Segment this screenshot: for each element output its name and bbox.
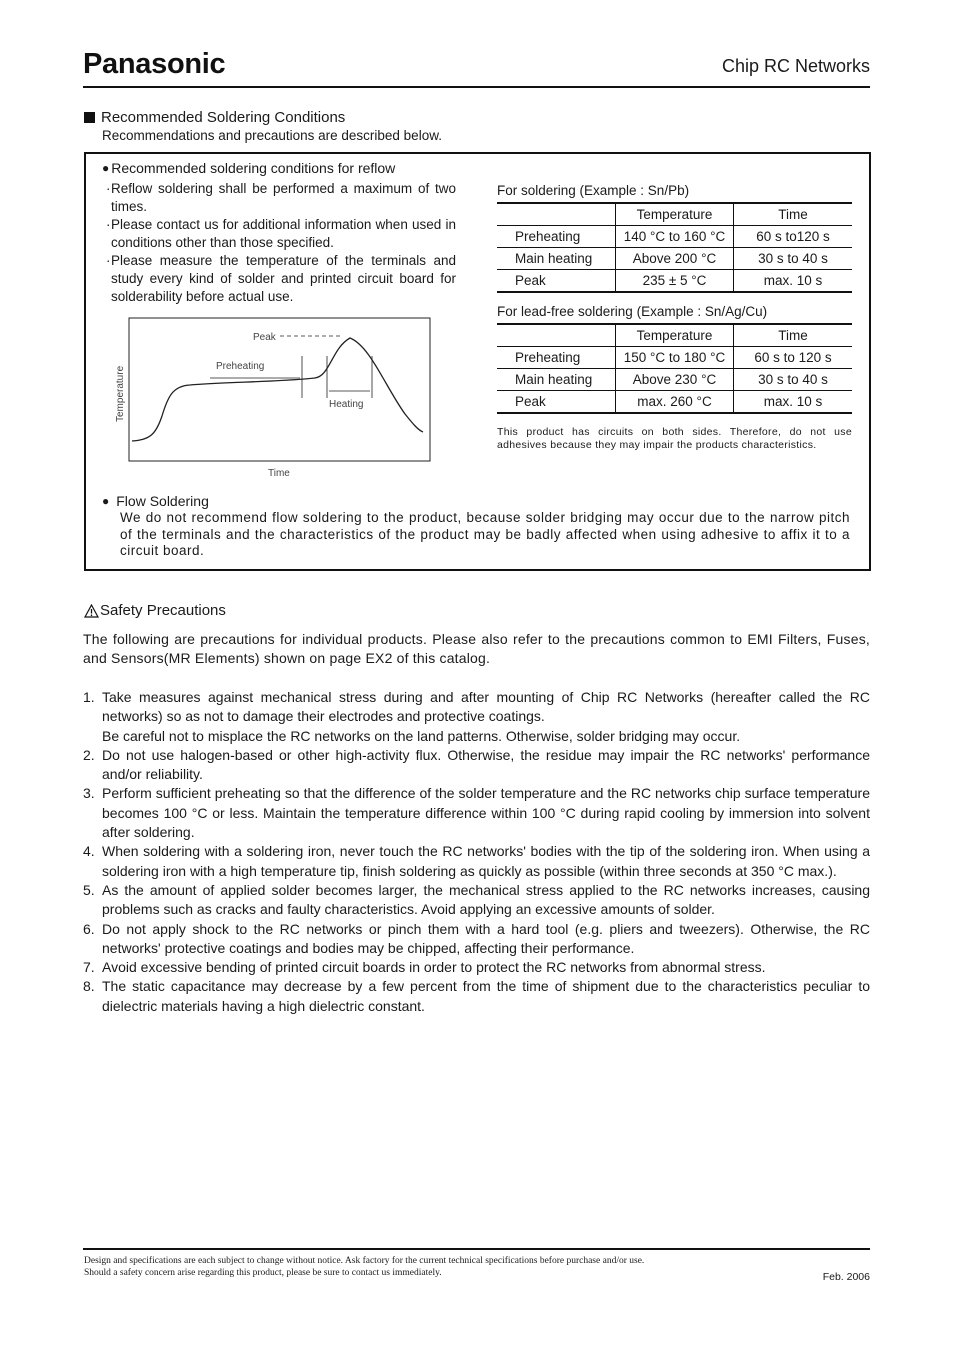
preheating-label: Preheating bbox=[216, 361, 265, 372]
table-header-row bbox=[497, 203, 852, 226]
publication-date: Feb. 2006 bbox=[822, 1271, 870, 1283]
safety-intro: The following are precautions for individual products. Please also refer to the precautions common to EMI Filters, Fuses, and Sensors(MR Elements) shown on page EX2 of this catalog. bbox=[83, 631, 870, 666]
table-row: Peak 235 ± 5 °C max. 10 s bbox=[497, 270, 852, 293]
peak-label: Peak bbox=[253, 332, 276, 343]
reflow-note: · Reflow soldering shall be performed a maximum of two times. bbox=[106, 181, 456, 214]
footer-rule bbox=[83, 1248, 870, 1250]
brand-logo: Panasonic bbox=[83, 48, 226, 80]
profile-curve bbox=[132, 338, 423, 441]
list-item: 3. Perform sufficient preheating so that the difference of the solder temperature and the RC networks chip surface temperature becomes 100 °C or less. Maintain the temperature difference within 100 °C during rapid cooling by immersion into solvent after soldering. bbox=[83, 785, 870, 841]
snpb-table-caption: For soldering (Example : Sn/Pb) bbox=[497, 183, 690, 198]
warning-triangle-icon bbox=[84, 604, 99, 618]
safety-heading-text: Safety Precautions bbox=[100, 602, 226, 619]
flow-heading bbox=[102, 493, 209, 509]
flow-body: We do not recommend flow soldering to the product, because solder bridging may occur due to the narrow pitch of the terminals and the characteristics of the product may be badly affected when using adhesive to affix it to a circuit board. bbox=[120, 510, 850, 558]
table-row: Peak max. 260 °C max. 10 s bbox=[497, 391, 852, 414]
square-bullet-icon bbox=[84, 112, 95, 123]
safety-heading bbox=[84, 602, 226, 619]
list-item: 6. Do not apply shock to the RC networks or pinch them with a hard tool (e.g. pliers and tweezers). Otherwise, the RC networks' protective coatings and bodies may be chipped, affecting their performance. bbox=[83, 920, 870, 956]
flow-heading-text: Flow Soldering bbox=[116, 493, 209, 509]
list-item: 1. Take measures against mechanical stress during and after mounting of Chip RC Networks (hereafter called the RC networks) so as not to damage their electrodes and protective coatings. Be careful not to misplace the RC networks on the land patterns. Otherwise, solder bridging may occur. bbox=[83, 689, 870, 744]
temperature-axis-label: Temperature bbox=[115, 365, 126, 422]
time-axis-label: Time bbox=[268, 468, 290, 479]
table-row: Main heating Above 200 °C 30 s to 40 s bbox=[497, 248, 852, 270]
reflow-note: · Please contact us for additional information when used in conditions other than those specified. bbox=[106, 217, 456, 250]
column-header: Time bbox=[734, 324, 853, 347]
table-row: Preheating 150 °C to 180 °C 60 s to 120 s bbox=[497, 347, 852, 369]
document-title: Chip RC Networks bbox=[721, 56, 870, 76]
footer-disclaimer: Design and specifications are each subject to change without notice. Ask factory for the current technical specifications before purchase and/or use. Should a safety concern arise regarding this product, please be sure to contact us immediately. bbox=[84, 1256, 645, 1278]
list-item: 5. As the amount of applied solder becomes larger, the mechanical stress applied to the RC networks increases, causing problems such as cracks and faulty characteristics. Avoid applying an excessive amounts of solder. bbox=[83, 881, 870, 918]
snpb-table bbox=[497, 202, 852, 293]
profile-frame bbox=[129, 318, 430, 461]
list-item: 4. When soldering with a soldering iron, never touch the RC networks' bodies with the tip of the soldering iron. When using a soldering iron with a high temperature tip, finish soldering as quickly as possible (within three seconds at 350 °C max.). bbox=[83, 843, 870, 879]
soldering-heading-text: Recommended Soldering Conditions bbox=[101, 109, 346, 126]
heating-label: Heating bbox=[329, 399, 364, 410]
soldering-heading bbox=[84, 109, 345, 126]
table-row: Main heating Above 230 °C 30 s to 40 s bbox=[497, 369, 852, 391]
column-header: Time bbox=[734, 203, 853, 226]
reflow-note: · Please measure the temperature of the terminals and study every kind of solder and printed circuit board for solderability before actual use. bbox=[106, 253, 456, 304]
table-row: Preheating 140 °C to 160 °C 60 s to120 s bbox=[497, 226, 852, 248]
filled-circle-icon: ● bbox=[102, 161, 110, 175]
column-header: Temperature bbox=[616, 203, 734, 226]
adhesive-note: This product has circuits on both sides. Therefore, do not use adhesives because they may impair the products characteristics. bbox=[497, 426, 852, 451]
precaution-list bbox=[83, 688, 870, 1016]
soldering-subheading: Recommendations and precautions are described below. bbox=[102, 128, 442, 143]
leadfree-table bbox=[497, 323, 852, 414]
list-item: 8. The static capacitance may decrease by a few percent from the time of shipment due to the characteristics peculiar to dielectric materials having a high dielectric constant. bbox=[83, 978, 870, 1014]
reflow-profile-diagram bbox=[110, 316, 440, 486]
leadfree-table-caption: For lead-free soldering (Example : Sn/Ag/Cu) bbox=[497, 304, 768, 319]
reflow-heading bbox=[102, 160, 395, 176]
filled-circle-icon: ● bbox=[102, 494, 110, 508]
reflow-heading-text: Recommended soldering conditions for reflow bbox=[111, 160, 396, 176]
table-header-row bbox=[497, 324, 852, 347]
list-item: 7. Avoid excessive bending of printed circuit boards in order to protect the RC networks from abnormal stress. bbox=[83, 959, 766, 976]
column-header: Temperature bbox=[616, 324, 734, 347]
reflow-notes bbox=[106, 180, 456, 306]
list-item: 2. Do not use halogen-based or other high-activity flux. Otherwise, the residue may impair the RC networks' performance and/or reliability. bbox=[83, 746, 870, 783]
header-rule bbox=[83, 86, 870, 88]
